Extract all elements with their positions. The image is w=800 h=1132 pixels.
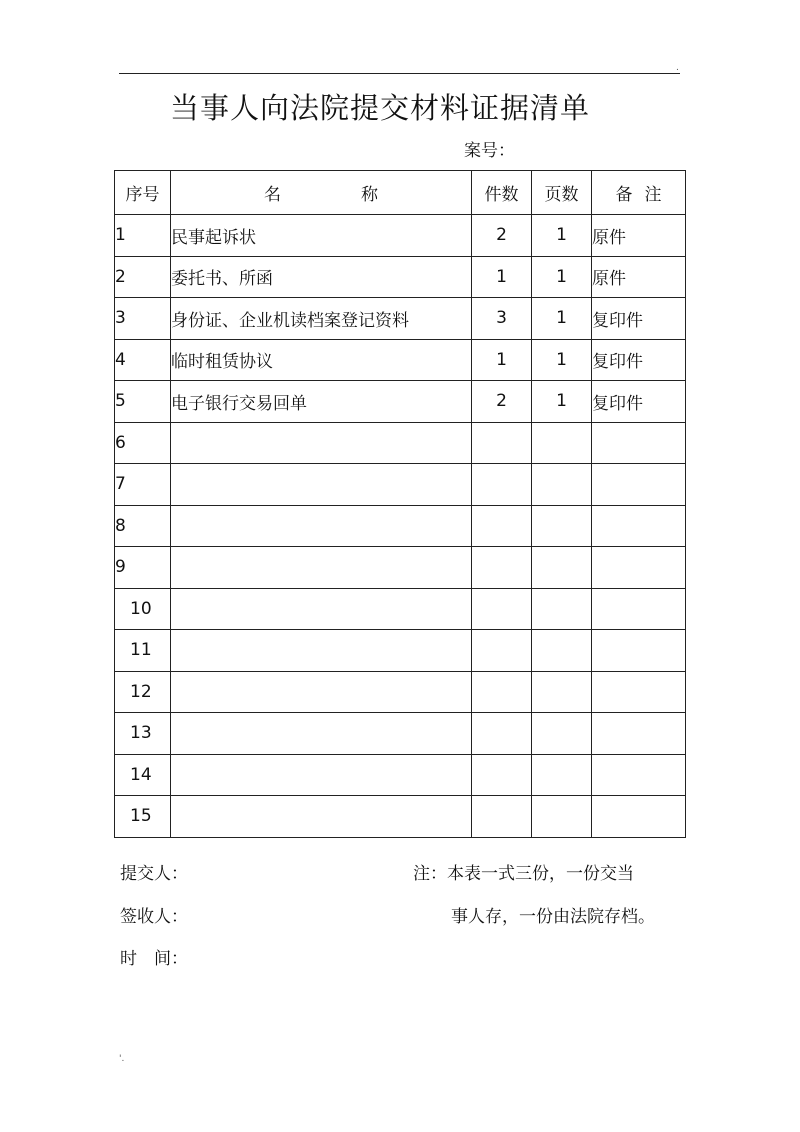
row-note [592,505,686,547]
row-pages: 1 [532,215,592,257]
row-name: 身份证、企业机读档案登记资料 [171,298,472,340]
table-row [115,796,686,838]
row-seq: 10 [115,588,171,630]
row-seq: 9 [115,547,171,589]
row-count [472,630,532,672]
submitter-label: 提交人： [120,864,188,884]
row-note: 复印件 [592,381,686,423]
table-row [115,754,686,796]
row-name [171,588,472,630]
row-count [472,547,532,589]
header-name [171,171,472,215]
row-name: 民事起诉状 [171,215,472,257]
header-seq: 序号 [115,171,171,215]
top-rule [119,73,680,74]
table-row [115,464,686,506]
header-name-part2: 称 [361,185,378,205]
row-pages: 1 [532,298,592,340]
row-seq: 3 [115,298,171,340]
row-seq: 15 [115,796,171,838]
row-count [472,505,532,547]
row-name [171,630,472,672]
row-seq: 12 [115,671,171,713]
row-pages [532,547,592,589]
table-row [115,505,686,547]
time-label: 时 间： [120,949,188,969]
row-note [592,588,686,630]
row-pages: 1 [532,256,592,298]
table-row [115,547,686,589]
row-note [592,713,686,755]
row-name: 临时租赁协议 [171,339,472,381]
row-name: 电子银行交易回单 [171,381,472,423]
footer-note-line2: 事人存，一份由法院存档。 [451,907,655,927]
row-count [472,754,532,796]
row-name [171,505,472,547]
row-name [171,547,472,589]
table-row [115,422,686,464]
row-note [592,422,686,464]
row-count [472,671,532,713]
row-pages [532,505,592,547]
table-row [115,298,686,340]
header-note-part1: 备 [615,185,633,205]
table-row [115,713,686,755]
row-pages: 1 [532,381,592,423]
row-count: 1 [472,256,532,298]
row-count [472,796,532,838]
row-count [472,422,532,464]
row-note [592,464,686,506]
header-count: 件数 [472,171,532,215]
row-note [592,547,686,589]
row-seq: 5 [115,381,171,423]
row-pages [532,588,592,630]
row-count [472,588,532,630]
row-count: 1 [472,339,532,381]
table-row [115,630,686,672]
header-name-part1: 名 [264,185,281,205]
row-pages: 1 [532,339,592,381]
row-count [472,464,532,506]
row-seq: 7 [115,464,171,506]
row-name [171,464,472,506]
row-pages [532,422,592,464]
table-row [115,339,686,381]
header-note [592,171,686,215]
row-seq: 11 [115,630,171,672]
row-note: 原件 [592,256,686,298]
row-seq: 6 [115,422,171,464]
page-title: 当事人向法院提交材料证据清单 [170,91,591,125]
row-seq: 13 [115,713,171,755]
row-pages [532,796,592,838]
row-note: 复印件 [592,339,686,381]
row-name [171,754,472,796]
footer-note-line1: 注：本表一式三份，一份交当 [413,864,634,884]
table-row [115,671,686,713]
row-seq: 4 [115,339,171,381]
row-count: 3 [472,298,532,340]
table-header-row [115,171,686,215]
table-row [115,215,686,257]
row-seq: 14 [115,754,171,796]
table-row [115,256,686,298]
row-name: 委托书、所函 [171,256,472,298]
row-pages [532,754,592,796]
table-row [115,588,686,630]
row-pages [532,671,592,713]
corner-mark-bottom: '. [119,1054,125,1064]
row-count [472,713,532,755]
corner-mark-top: . [676,63,679,73]
case-number-label: 案号： [464,141,515,161]
row-note [592,671,686,713]
row-note: 复印件 [592,298,686,340]
row-pages [532,464,592,506]
row-note: 原件 [592,215,686,257]
row-count: 2 [472,381,532,423]
row-name [171,796,472,838]
row-pages [532,713,592,755]
row-name [171,713,472,755]
row-seq: 1 [115,215,171,257]
row-name [171,671,472,713]
row-seq: 2 [115,256,171,298]
receiver-label: 签收人： [120,907,188,927]
row-pages [532,630,592,672]
row-note [592,630,686,672]
header-pages: 页数 [532,171,592,215]
row-note [592,796,686,838]
row-name [171,422,472,464]
row-note [592,754,686,796]
header-note-part2: 注 [644,185,662,205]
row-count: 2 [472,215,532,257]
evidence-table [114,170,686,838]
table-row [115,381,686,423]
row-seq: 8 [115,505,171,547]
